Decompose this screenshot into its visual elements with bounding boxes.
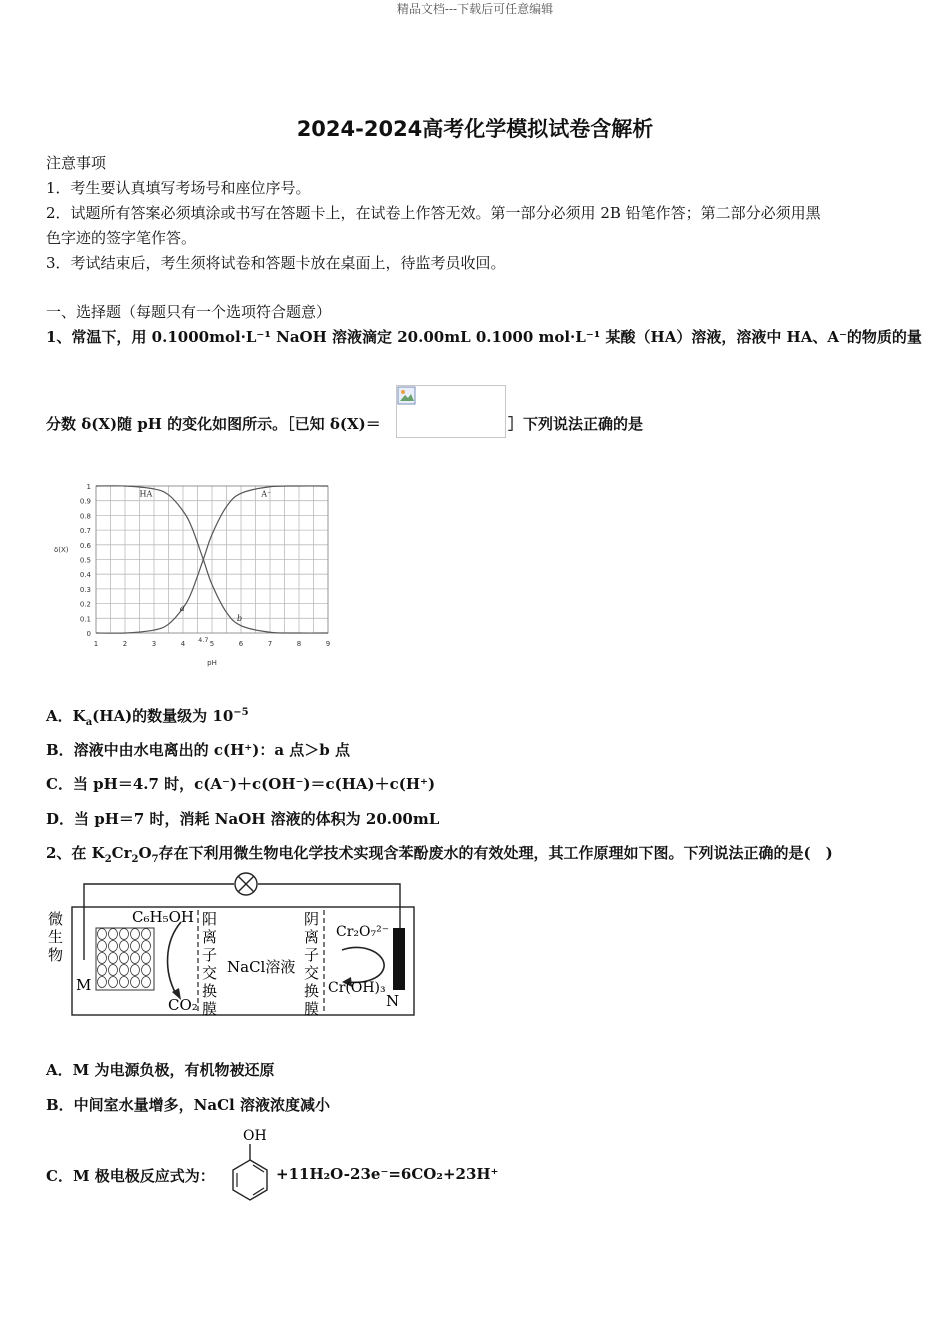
- option-c[interactable]: C．当 pH＝4.7 时，c(A⁻)＋c(OH⁻)＝c(HA)＋c(H⁺): [46, 775, 436, 793]
- x-tick-label: 6: [238, 640, 244, 648]
- series-label-ha: HA: [139, 489, 153, 499]
- option-a[interactable]: A．$K_a(HA)$的数量级为 $10^{-5}$: [46, 707, 249, 728]
- delta-ph-chart: [50, 475, 350, 675]
- electrochemical-cell-diagram: [46, 872, 421, 1022]
- membrane-label-char: 阳: [202, 910, 218, 928]
- x-tick-label: 2: [122, 640, 128, 648]
- notice-heading: 注意事项: [46, 154, 107, 172]
- q2-option-c[interactable]: C．M 极电极反应式为：: [46, 1167, 215, 1185]
- y-tick-label: 0.3: [79, 585, 91, 594]
- q2-option-a[interactable]: A．M 为电源负极，有机物被还原: [46, 1061, 275, 1079]
- y-tick-label: 0.1: [79, 615, 91, 624]
- broken-image-icon: [397, 386, 417, 406]
- notice-item: 3．考试结束后，考生须将试卷和答题卡放在桌面上，待监考员收回。: [46, 254, 506, 272]
- y-tick-label: 0.4: [79, 571, 91, 580]
- membrane-label-char: 子: [304, 946, 320, 964]
- phenol-oh-label: OH: [243, 1128, 267, 1144]
- y-tick-label: 0.6: [79, 541, 91, 550]
- membrane-label-char: 阴: [304, 910, 320, 928]
- y-tick-label: 0.9: [79, 497, 91, 506]
- question-1-stem-line2: 分数 δ(X)随 pH 的变化如图所示。［已知 δ(X)＝: [46, 415, 381, 433]
- phenol-structure-icon: [226, 1126, 274, 1216]
- label-co2: CO₂: [168, 996, 198, 1014]
- x-axis-label: pH: [207, 659, 217, 667]
- electrode-m: [96, 928, 154, 990]
- series-label-a-minus: A⁻: [261, 489, 272, 499]
- membrane-label-char: 换: [304, 982, 320, 1000]
- x-tick-label: 5: [209, 640, 215, 648]
- electrode-n: [393, 928, 405, 990]
- notice-item: 色字迹的签字笔作答。: [46, 229, 197, 247]
- page-header: 精品文档---下载后可任意编辑: [396, 2, 554, 16]
- label-croh3: Cr(OH)₃: [328, 980, 386, 996]
- q2-option-b[interactable]: B．中间室水量增多，NaCl 溶液浓度减小: [46, 1096, 330, 1114]
- annotation-4-7: 4.7: [198, 636, 209, 644]
- x-tick-label: 3: [151, 640, 157, 648]
- membrane-label-char: 离: [304, 928, 320, 946]
- label-phenol: C₆H₅OH: [132, 908, 194, 926]
- label-n: N: [386, 992, 400, 1010]
- y-tick-label: 0.8: [79, 512, 91, 521]
- label-dichromate: Cr₂O₇²⁻: [336, 924, 390, 940]
- question-1-stem-tail: ］下列说法正确的是: [508, 415, 644, 433]
- option-b[interactable]: B．溶液中由水电离出的 c(H⁺)：a 点＞b 点: [46, 741, 350, 759]
- membrane-label-char: 交: [304, 964, 320, 982]
- x-tick-label: 7: [267, 640, 273, 648]
- x-tick-label: 9: [325, 640, 331, 648]
- notice-item: 2．试题所有答案必须填涂或书写在答题卡上，在试卷上作答无效。第一部分必须用 2B 铅笔作答；第二部分必须用黑: [46, 204, 821, 222]
- y-tick-label: 0.7: [79, 527, 91, 536]
- membrane-label-char: 换: [202, 982, 218, 1000]
- q2-option-c-equation: +11H₂O-23e⁻=6CO₂+23H⁺: [276, 1165, 499, 1183]
- y-tick-label: 0: [86, 630, 91, 638]
- membrane-label-char: 膜: [304, 1000, 320, 1018]
- label-microbe-2: 生: [48, 928, 64, 946]
- label-microbe-3: 物: [48, 946, 64, 964]
- question-2-stem: 2、在 $K_2Cr_2O_7$存在下利用微生物电化学技术实现含苯酚废水的有效处理，其工作原理如下图。下列说法正确的是( ): [46, 844, 833, 865]
- point-b-label: b: [237, 614, 243, 624]
- membrane-label-char: 膜: [202, 1000, 218, 1018]
- y-axis-label: δ(X): [54, 546, 69, 555]
- page-title: 2024-2024高考化学模拟试卷含解析: [296, 117, 654, 141]
- x-tick-label: 8: [296, 640, 302, 648]
- y-tick-label: 1: [86, 483, 91, 491]
- membrane-label-char: 子: [202, 946, 218, 964]
- x-tick-label: 4: [180, 640, 186, 648]
- point-a-label: a: [179, 603, 185, 613]
- membrane-label-char: 交: [202, 964, 218, 982]
- option-d[interactable]: D．当 pH＝7 时，消耗 NaOH 溶液的体积为 20.00mL: [46, 810, 440, 828]
- membrane-label-char: 离: [202, 928, 218, 946]
- notice-item: 1．考生要认真填写考场号和座位序号。: [46, 179, 311, 197]
- y-tick-label: 0.2: [79, 600, 91, 609]
- x-tick-label: 1: [93, 640, 99, 648]
- question-1-stem: 1、常温下，用 0.1000mol·L⁻¹ NaOH 溶液滴定 20.00mL 0.1000 mol·L⁻¹ 某酸（HA）溶液，溶液中 HA、A⁻的物质的量: [46, 328, 922, 346]
- label-nacl: NaCl溶液: [227, 958, 296, 976]
- formula-image-placeholder: [396, 385, 506, 438]
- label-m: M: [76, 976, 92, 994]
- section-heading: 一、选择题（每题只有一个选项符合题意）: [46, 303, 332, 321]
- y-tick-label: 0.5: [79, 556, 91, 565]
- label-microbe-1: 微: [48, 910, 64, 928]
